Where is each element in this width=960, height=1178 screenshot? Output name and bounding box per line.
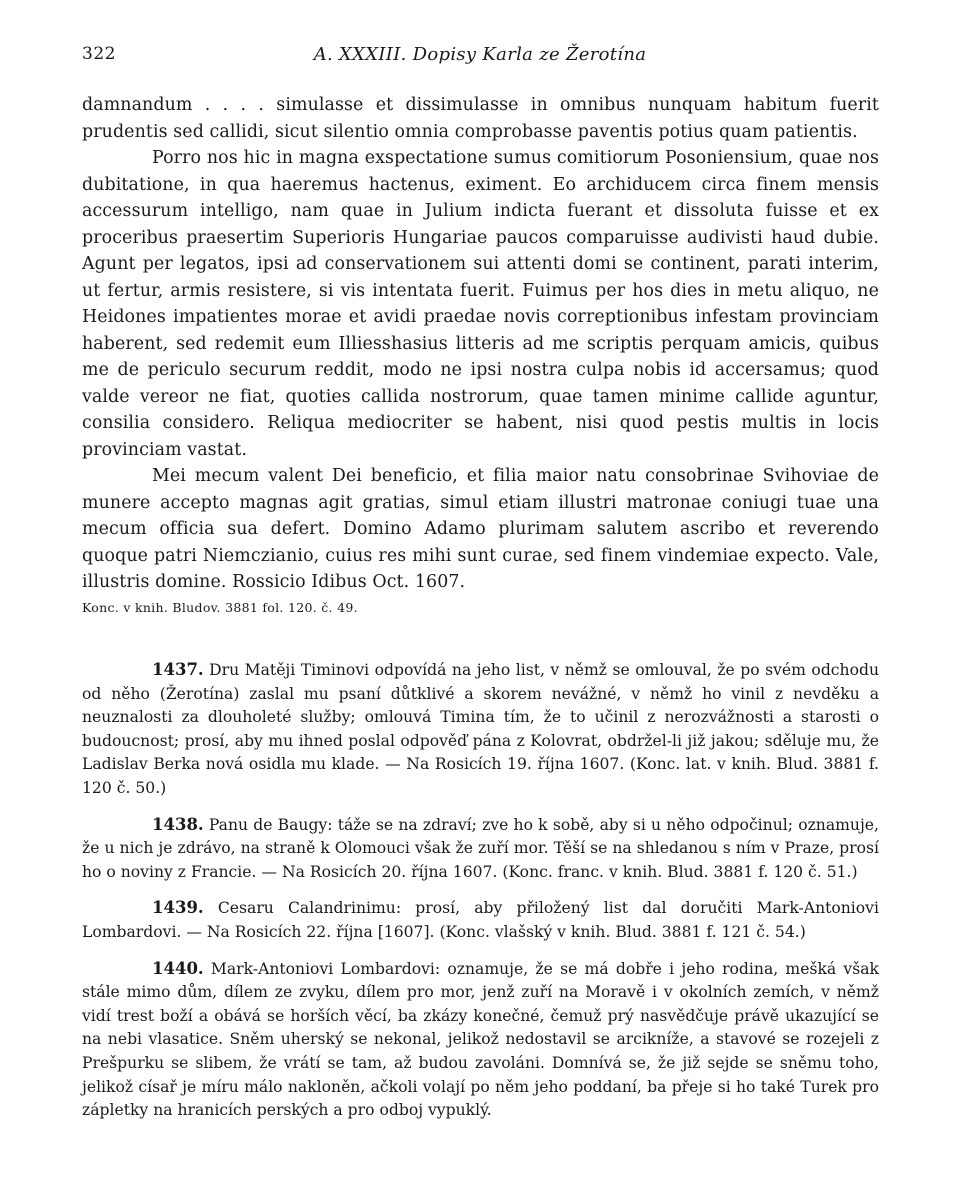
- letter-paragraph: Mei mecum valent Dei beneficio, et filia maior natu consobrinae Svihoviae de munere accepto magnas agit gratias, simul etiam illustri matronae coniugi tuae una mecum officia sua defert. Domino Adamo plurimam salutem ascribo et reverendo quoque patri Niemczianio, cuius res mihi sunt curae, sed finem vindemiae expecto. Vale, illustris domine. Rossicio Idibus Oct. 1607.: [82, 466, 879, 592]
- entry-text: Cesaru Calandrinimu: prosí, aby přiložený list dal doručiti Mark-Antoniovi Lombardovi. — Na Rosicích 22. října [1607]. (Konc. vlašský v knih. Blud. 3881 f. 121 č. 54.): [82, 899, 879, 941]
- entry-number: 1437.: [152, 660, 204, 679]
- letter-paragraph: Porro nos hic in magna exspectatione sumus comitiorum Posoniensium, quae nos dubitatione, in qua haeremus hactenus, eximent. Eo archiducem circa finem mensis accessurum intelligo, nam quae in Julium indicta fuerant et dissoluta fuisse et ex proceribus praesertim Superioris Hungariae paucos comparuisse audivisti haud dubie. Agunt per legatos, ipsi ad conservationem sui attenti domi se continent, parati interim, ut fertur, armis resistere, si vis intentata fuerit. Fuimus per hos dies in metu aliquo, ne Heidones impatientes morae et avidi praedae novis correptionibus infestam provinciam haberent, sed redemit eum Illiesshasius litteris ad me scriptis perquam amicis, quibus me de periculo securum reddit, modo ne ipsi nostra culpa nobis id accersamus; quod valde vereor ne fiat, quoties callida nostrorum, quae tamen minime callide aguntur, consilia considero. Reliqua mediocriter se habent, nisi quod pestis multis in locis provinciam vastat.: [82, 148, 879, 460]
- entry-number: 1439.: [152, 898, 204, 918]
- regesta-list: [82, 658, 879, 1135]
- page-number: 322: [82, 44, 116, 64]
- source-note: Konc. v knih. Bludov. 3881 fol. 120. č. 49.: [82, 599, 358, 615]
- latin-letter: [82, 92, 879, 618]
- regest-entry: [82, 658, 879, 801]
- regest-entry: [82, 813, 879, 885]
- entry-text: Dru Matěji Timinovi odpovídá na jeho list, v němž se omlouval, že po svém odchodu od něho (Žerotína) zaslal mu psaní důtklivé a skorem nevážné, v němž ho vinil z nevděku a neuznalosti za dlouholeté služby; omlouvá Timina tím, že to učinil z nerozvážnosti a starosti o budoucnost; prosí, aby mu ihned poslal odpověď pána z Kolovrat, obdržel-li již jakou; sděluje mu, že Ladislav Berka nová osidla mu klade. — Na Rosicích 19. října 1607. (Konc. lat. v knih. Blud. 3881 f. 120 č. 50.): [82, 661, 879, 797]
- page-header: [82, 44, 878, 74]
- entry-number: 1438.: [152, 814, 204, 834]
- entry-number: 1440.: [152, 958, 204, 978]
- entry-text: Mark-Antoniovi Lombardovi: oznamuje, že se má dobře i jeho rodina, mešká však stále mimo dům, dílem ze zvyku, dílem pro mor, jenž zuří na Moravě i v okolních zemích, v němž vidí trest boží a obává se horších věcí, ba zkázy konečné, čemuž prý nasvědčuje právě ukazující se na nebi vlasatice. Sněm uherský se nekonal, jelikož nedostavil se arcikníže, a stavové se rozejeli z Prešpurku se slibem, že vrátí se tam, až budou zavoláni. Domnívá se, že již sejde se sněmu toho, jelikož císař je míru málo nakloněn, ačkoli volají po něm jeho poddaní, ba přeje si ho také Turek pro zápletky na hranicích perských a pro odboj vypuklý.: [82, 959, 879, 1120]
- regest-entry: [82, 896, 879, 944]
- running-title: A. XXXIII. Dopisy Karla ze Žerotína: [313, 44, 647, 65]
- letter-paragraph: damnandum . . . . simulasse et dissimulasse in omnibus nunquam habitum fuerit prudentis sed callidi, sicut silentio omnia comprobasse paventis potius quam patientis.: [82, 95, 879, 142]
- entry-text: Panu de Baugy: táže se na zdraví; zve ho k sobě, aby si u něho odpočinul; oznamuje, že u nich je zdrávo, na straně k Olomouci však že zuří mor. Těší se na shledanou s ním v Praze, prosí ho o noviny z Francie. — Na Rosicích 20. října 1607. (Konc. franc. v knih. Blud. 3881 f. 120 č. 51.): [82, 815, 879, 881]
- regest-entry: [82, 957, 879, 1123]
